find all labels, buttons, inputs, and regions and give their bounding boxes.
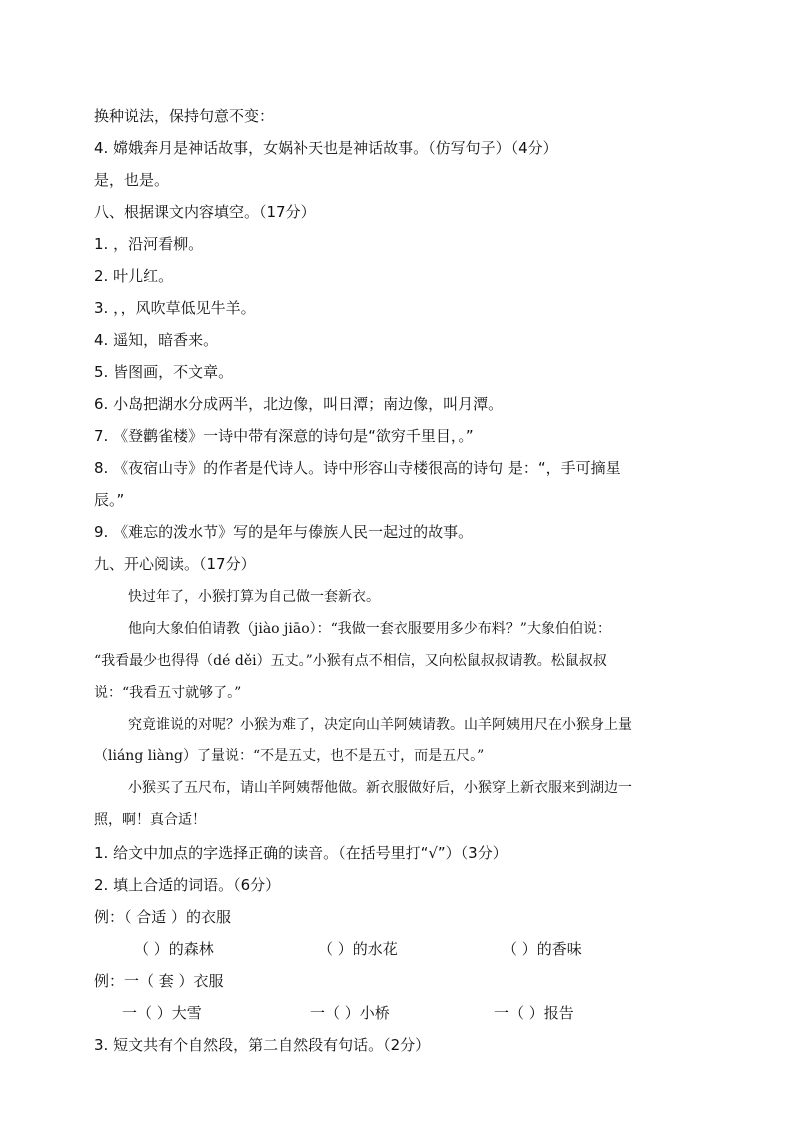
blank-forest: （ ）的森林 (134, 940, 214, 958)
question-4-answer: 是，也是。 (94, 171, 170, 189)
story-paragraph-2-line-2: “我看最少也得得（dé děi）五丈。”小猴有点不相信，又向松鼠叔叔请教。松鼠叔叔 (94, 653, 607, 669)
blank-report: 一（ ）报告 (494, 1004, 574, 1022)
reading-question-2: 2. 填上合适的词语。（6分） (94, 876, 281, 894)
story-paragraph-3-line-1: 究竟谁说的对呢？小猴为难了，决定向山羊阿姨请教。山羊阿姨用尺在小猴身上量 (128, 717, 632, 733)
example-2: 例：一（ 套 ）衣服 (94, 972, 224, 990)
story-paragraph-2-line-3: 说：“我看五寸就够了。” (94, 685, 242, 701)
section-8-item-6: 6. 小岛把湖水分成两半，北边像，叫日潭；南边像，叫月潭。 (94, 395, 504, 413)
story-paragraph-1: 快过年了，小猴打算为自己做一套新衣。 (128, 589, 380, 605)
blank-spray: （ ）的水花 (318, 940, 398, 958)
story-paragraph-4-line-2: 照，啊！真合适！ (94, 812, 206, 828)
story-paragraph-4-line-1: 小猴买了五尺布，请山羊阿姨帮他做。新衣服做好后，小猴穿上新衣服来到湖边一 (128, 780, 632, 796)
blank-fragrance: （ ）的香味 (502, 940, 582, 958)
section-8-item-4: 4. 遥知，暗香来。 (94, 331, 219, 349)
reading-question-3: 3. 短文共有个自然段，第二自然段有句话。（2分） (94, 1036, 431, 1054)
blank-bridge: 一（ ）小桥 (310, 1004, 390, 1022)
section-8-item-5: 5. 皆图画，不文章。 (94, 363, 234, 381)
story-paragraph-2-line-1: 他向大象伯伯请教（jiào jiāo）：“我做一套衣服要用多少布料？”大象伯伯说： (128, 621, 611, 637)
section-8-item-3: 3. ，，风吹草低见牛羊。 (94, 299, 256, 317)
section-8-item-1: 1. ，沿河看柳。 (94, 235, 204, 253)
question-4: 4. 嫦娥奔月是神话故事，女娲补天也是神话故事。（仿写句子）（4分） (94, 139, 558, 157)
section-8-item-8: 8. 《夜宿山寺》的作者是代诗人。诗中形容山寺楼很高的诗句 是：“，手可摘星 (94, 459, 621, 477)
section-8-item-9: 9. 《难忘的泼水节》写的是年与傣族人民一起过的故事。 (94, 523, 474, 541)
example-1: 例：（ 合适 ）的衣服 (94, 908, 232, 926)
reading-question-1: 1. 给文中加点的字选择正确的读音。（在括号里打“√”）（3分） (94, 844, 508, 862)
section-8-item-8-cont: 辰。” (94, 491, 125, 509)
blank-snow: 一（ ）大雪 (122, 1004, 202, 1022)
story-paragraph-3-line-2: （liáng liàng）了量说：“不是五丈，也不是五寸，而是五尺。” (94, 748, 485, 764)
section-8-item-7: 7. 《登鹳雀楼》一诗中带有深意的诗句是“欲穷千里目，。” (94, 427, 474, 445)
line-intro: 换种说法，保持句意不变： (94, 107, 275, 125)
section-9-heading: 九、开心阅读。（17分） (94, 555, 256, 573)
section-8-item-2: 2. 叶儿红。 (94, 267, 174, 285)
section-8-heading: 八、根据课文内容填空。（17分） (94, 203, 316, 221)
